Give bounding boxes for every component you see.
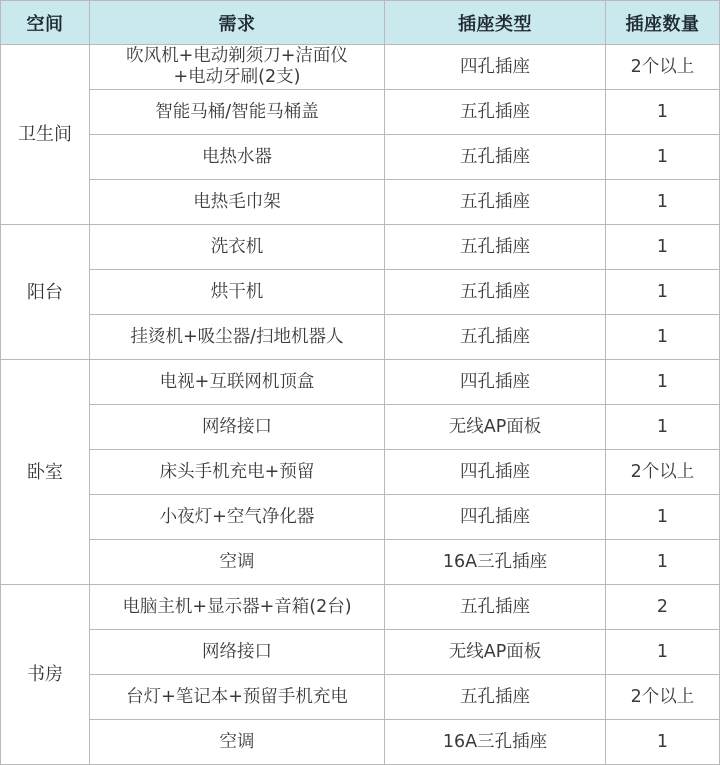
count-cell: 2个以上 [606,675,720,720]
table-row [1,270,720,315]
type-cell: 五孔插座 [385,90,606,135]
table-row [1,405,720,450]
count-cell: 1 [606,180,720,225]
type-cell: 四孔插座 [385,360,606,405]
space-cell-bedroom: 卧室 [1,360,90,585]
table-row [1,540,720,585]
need-cell: 网络接口 [90,630,385,675]
type-cell: 五孔插座 [385,315,606,360]
type-cell: 无线AP面板 [385,630,606,675]
count-cell: 2个以上 [606,450,720,495]
table-row [1,720,720,765]
need-cell [90,45,385,90]
type-cell: 五孔插座 [385,180,606,225]
need-line: 吹风机+电动剃须刀+洁面仪 [126,46,348,66]
count-cell: 1 [606,360,720,405]
need-cell: 烘干机 [90,270,385,315]
count-cell: 1 [606,495,720,540]
count-cell: 1 [606,720,720,765]
header-need: 需求 [90,1,385,45]
need-cell: 电视+互联网机顶盒 [90,360,385,405]
count-cell: 1 [606,540,720,585]
space-cell-study: 书房 [1,585,90,765]
need-cell: 电脑主机+显示器+音箱(2台) [90,585,385,630]
header-row [1,1,720,45]
type-cell: 四孔插座 [385,495,606,540]
need-cell: 台灯+笔记本+预留手机充电 [90,675,385,720]
need-cell: 床头手机充电+预留 [90,450,385,495]
type-cell: 五孔插座 [385,270,606,315]
table-row [1,135,720,180]
need-line: +电动牙刷(2支) [173,67,301,87]
type-cell: 16A三孔插座 [385,720,606,765]
need-cell: 智能马桶/智能马桶盖 [90,90,385,135]
type-cell: 五孔插座 [385,585,606,630]
need-cell: 电热水器 [90,135,385,180]
header-space: 空间 [1,1,90,45]
type-cell: 无线AP面板 [385,405,606,450]
table-header [1,1,720,45]
type-cell: 四孔插座 [385,450,606,495]
table-row [1,585,720,630]
space-cell-balcony: 阳台 [1,225,90,360]
type-cell: 五孔插座 [385,225,606,270]
need-cell: 空调 [90,720,385,765]
space-cell-bathroom: 卫生间 [1,45,90,225]
type-cell: 16A三孔插座 [385,540,606,585]
table-row [1,225,720,270]
need-cell: 小夜灯+空气净化器 [90,495,385,540]
count-cell: 1 [606,225,720,270]
table-row [1,495,720,540]
count-cell: 1 [606,405,720,450]
count-cell: 1 [606,315,720,360]
type-cell: 五孔插座 [385,675,606,720]
type-cell: 五孔插座 [385,135,606,180]
count-cell: 1 [606,90,720,135]
need-cell: 空调 [90,540,385,585]
count-cell: 2 [606,585,720,630]
table-row [1,180,720,225]
table-row [1,315,720,360]
need-cell: 挂烫机+吸尘器/扫地机器人 [90,315,385,360]
count-cell: 2个以上 [606,45,720,90]
table-row [1,630,720,675]
count-cell: 1 [606,135,720,180]
table-row [1,450,720,495]
table-row [1,90,720,135]
table-row [1,45,720,90]
need-cell: 电热毛巾架 [90,180,385,225]
type-cell: 四孔插座 [385,45,606,90]
table-body [1,45,720,765]
table-row [1,675,720,720]
count-cell: 1 [606,630,720,675]
need-cell: 网络接口 [90,405,385,450]
header-socket-count: 插座数量 [606,1,720,45]
table-row [1,360,720,405]
header-socket-type: 插座类型 [385,1,606,45]
need-cell: 洗衣机 [90,225,385,270]
count-cell: 1 [606,270,720,315]
